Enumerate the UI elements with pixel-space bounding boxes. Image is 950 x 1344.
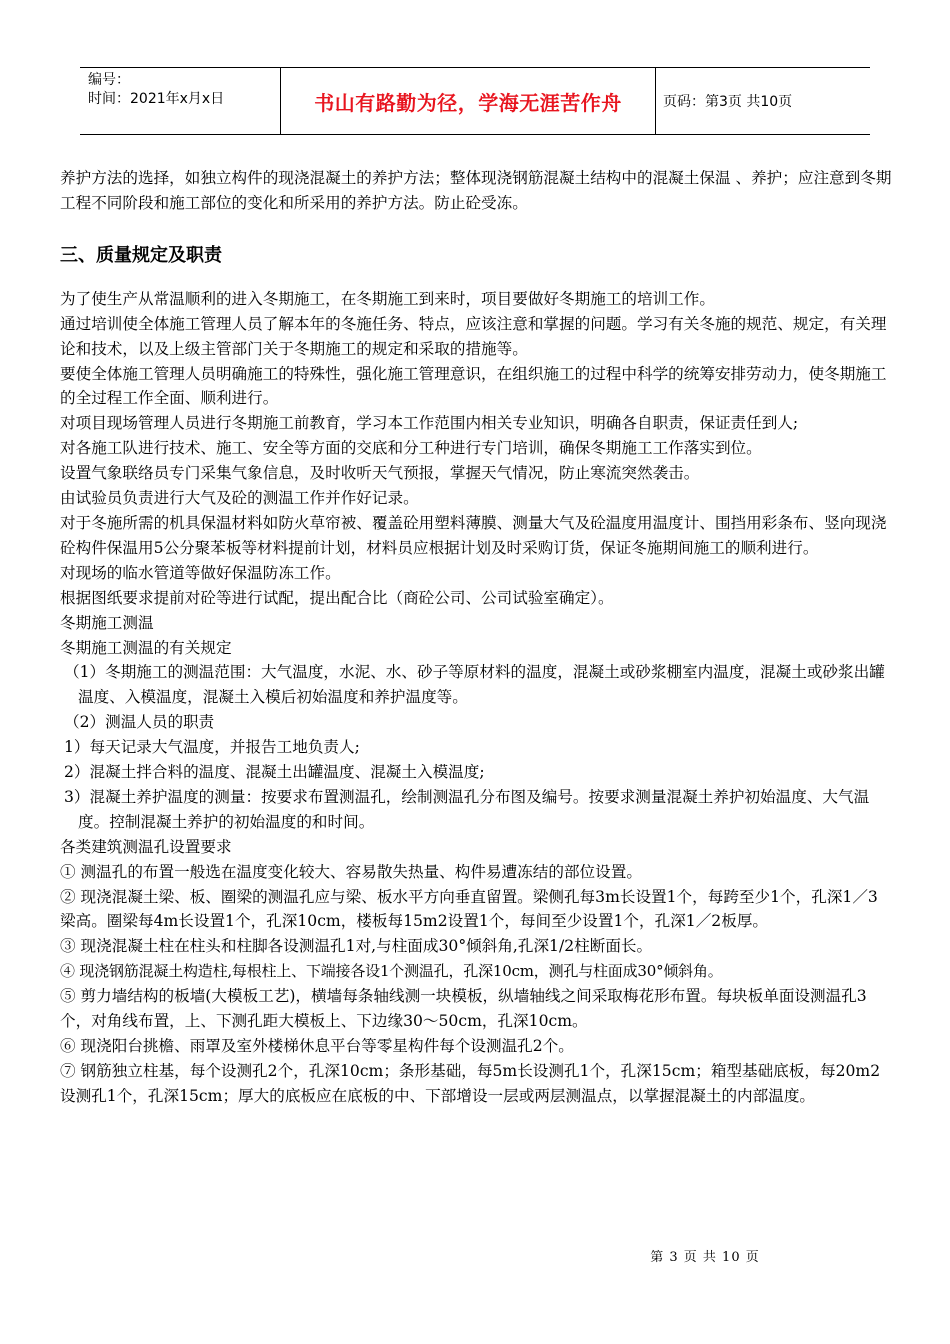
header-motto: 书山有路勤为径，学海无涯苦作舟 [281,68,656,134]
paragraph: 要使全体施工管理人员明确施工的特殊性，强化施工管理意识，在组织施工的过程中科学的统筹安排劳动力，使冬期施工的全过程工作全面、顺利进行。 [60,364,887,408]
hole-item: ④ 现浇钢筋混凝土构造柱,每根柱上、下端接各设1个测温孔，孔深10cm，测孔与柱面成30°倾斜角。 [60,962,723,981]
rule-item: 1）每天记录大气温度，并报告工地负责人; [64,738,360,757]
paragraph: 根据图纸要求提前对砼等进行试配，提出配合比（商砼公司、公司试验室确定）。 [60,588,614,607]
paragraph: 由试验员负责进行大气及砼的测温工作并作好记录。 [60,489,419,508]
rule-item: 3）混凝土养护温度的测量：按要求布置测温孔，绘制测温孔分布图及编号。按要求测量混凝土养护初始温度、大气温度。控制混凝土养护的初始温度的和时间。 [64,787,870,831]
document-body [60,166,892,1109]
document-number-label: 编号： [88,72,130,88]
paragraph: 通过培训使全体施工管理人员了解本年的冬施任务、特点，应该注意和掌握的问题。学习有关冬施的规范、规定，有关理论和技术，以及上级主管部门关于冬期施工的规定和采取的措施等。 [60,314,887,358]
hole-item: ② 现浇混凝土梁、板、圈梁的测温孔应与梁、板水平方向垂直留置。梁侧孔每3m长设置1个，每跨至少1个，孔深1／3梁高。圈梁每4m长设置1个，孔深10cm，楼板每15m2设置1个，每间至少设置1个，孔深1／2板厚。 [60,887,878,931]
document-time-label: 时间：2021年x月x日 [88,91,225,107]
subheading: 各类建筑测温孔设置要求 [60,837,232,856]
hole-item: ③ 现浇混凝土柱在柱头和柱脚各设测温孔1对,与柱面成30°倾斜角,孔深1/2柱断面长。 [60,937,653,956]
hole-item: ① 测温孔的布置一般选在温度变化较大、容易散失热量、构件易遭冻结的部位设置。 [60,862,642,881]
hole-item: ⑥ 现浇阳台挑檐、雨罩及室外楼梯休息平台等零星构件每个设测温孔2个。 [60,1037,574,1055]
rule-item: （2）测温人员的职责 [64,713,215,732]
page-footer: 第 3 页 共 10 页 [650,1250,760,1265]
paragraph: 对项目现场管理人员进行冬期施工前教育，学习本工作范围内相关专业知识，明确各自职责，保证责任到人; [60,414,799,433]
rule-item: （1）冬期施工的测温范围：大气温度，水泥、水、砂子等原材料的温度，混凝土或砂浆棚室内温度，混凝土或砂浆出罐温度、入模温度，混凝土入模后初始温度和养护温度等。 [64,663,885,707]
hole-item: ⑤ 剪力墙结构的板墙(大模板工艺)，横墙每条轴线测一块模板，纵墙轴线之间采取梅花形布置。每块板单面设测温孔3个，对角线布置，上、下测孔距大模板上、下边缘30～50cm，孔深10cm。 [60,987,867,1031]
paragraph: 对各施工队进行技术、施工、安全等方面的交底和分工种进行专门培训，确保冬期施工工作落实到位。 [60,439,762,458]
subheading: 冬期施工测温的有关规定 [60,638,232,657]
header-meta [80,68,281,134]
intro-paragraph: 养护方法的选择，如独立构件的现浇混凝土的养护方法；整体现浇钢筋混凝土结构中的混凝土保温 、养护；应注意到冬期工程不同阶段和施工部位的变化和所采用的养护方法。防止砼受冻。 [60,169,892,212]
rule-item: 2）混凝土拌合料的温度、混凝土出罐温度、混凝土入模温度; [64,763,485,782]
subheading: 冬期施工测温 [60,613,154,632]
paragraph: 对于冬施所需的机具保温材料如防火草帘被、覆盖砼用塑料薄膜、测量大气及砼温度用温度计、围挡用彩条布、竖向现浇砼构件保温用5公分聚苯板等材料提前计划，材料员应根据计划及时采购订货，保证冬施期间施工的顺利进行。 [60,513,887,557]
header-page-info: 页码：第3页 共10页 [663,94,793,110]
paragraph: 设置气象联络员专门采集气象信息，及时收听天气预报，掌握天气情况，防止寒流突然袭击。 [60,464,700,483]
paragraph: 对现场的临水管道等做好保温防冻工作。 [60,563,341,582]
paragraph: 为了使生产从常温顺利的进入冬期施工，在冬期施工到来时，项目要做好冬期施工的培训工作。 [60,289,715,308]
page-header [80,67,870,135]
hole-item: ⑦ 钢筋独立柱基，每个设测孔2个，孔深10cm；条形基础，每5m长设测孔1个，孔深15cm；箱型基础底板，每20m2设测孔1个，孔深15cm；厚大的底板应在底板的中、下部增设一层或两层测温点，以掌握混凝土的内部温度。 [60,1061,881,1105]
section-title: 三、质量规定及职责 [60,244,222,266]
